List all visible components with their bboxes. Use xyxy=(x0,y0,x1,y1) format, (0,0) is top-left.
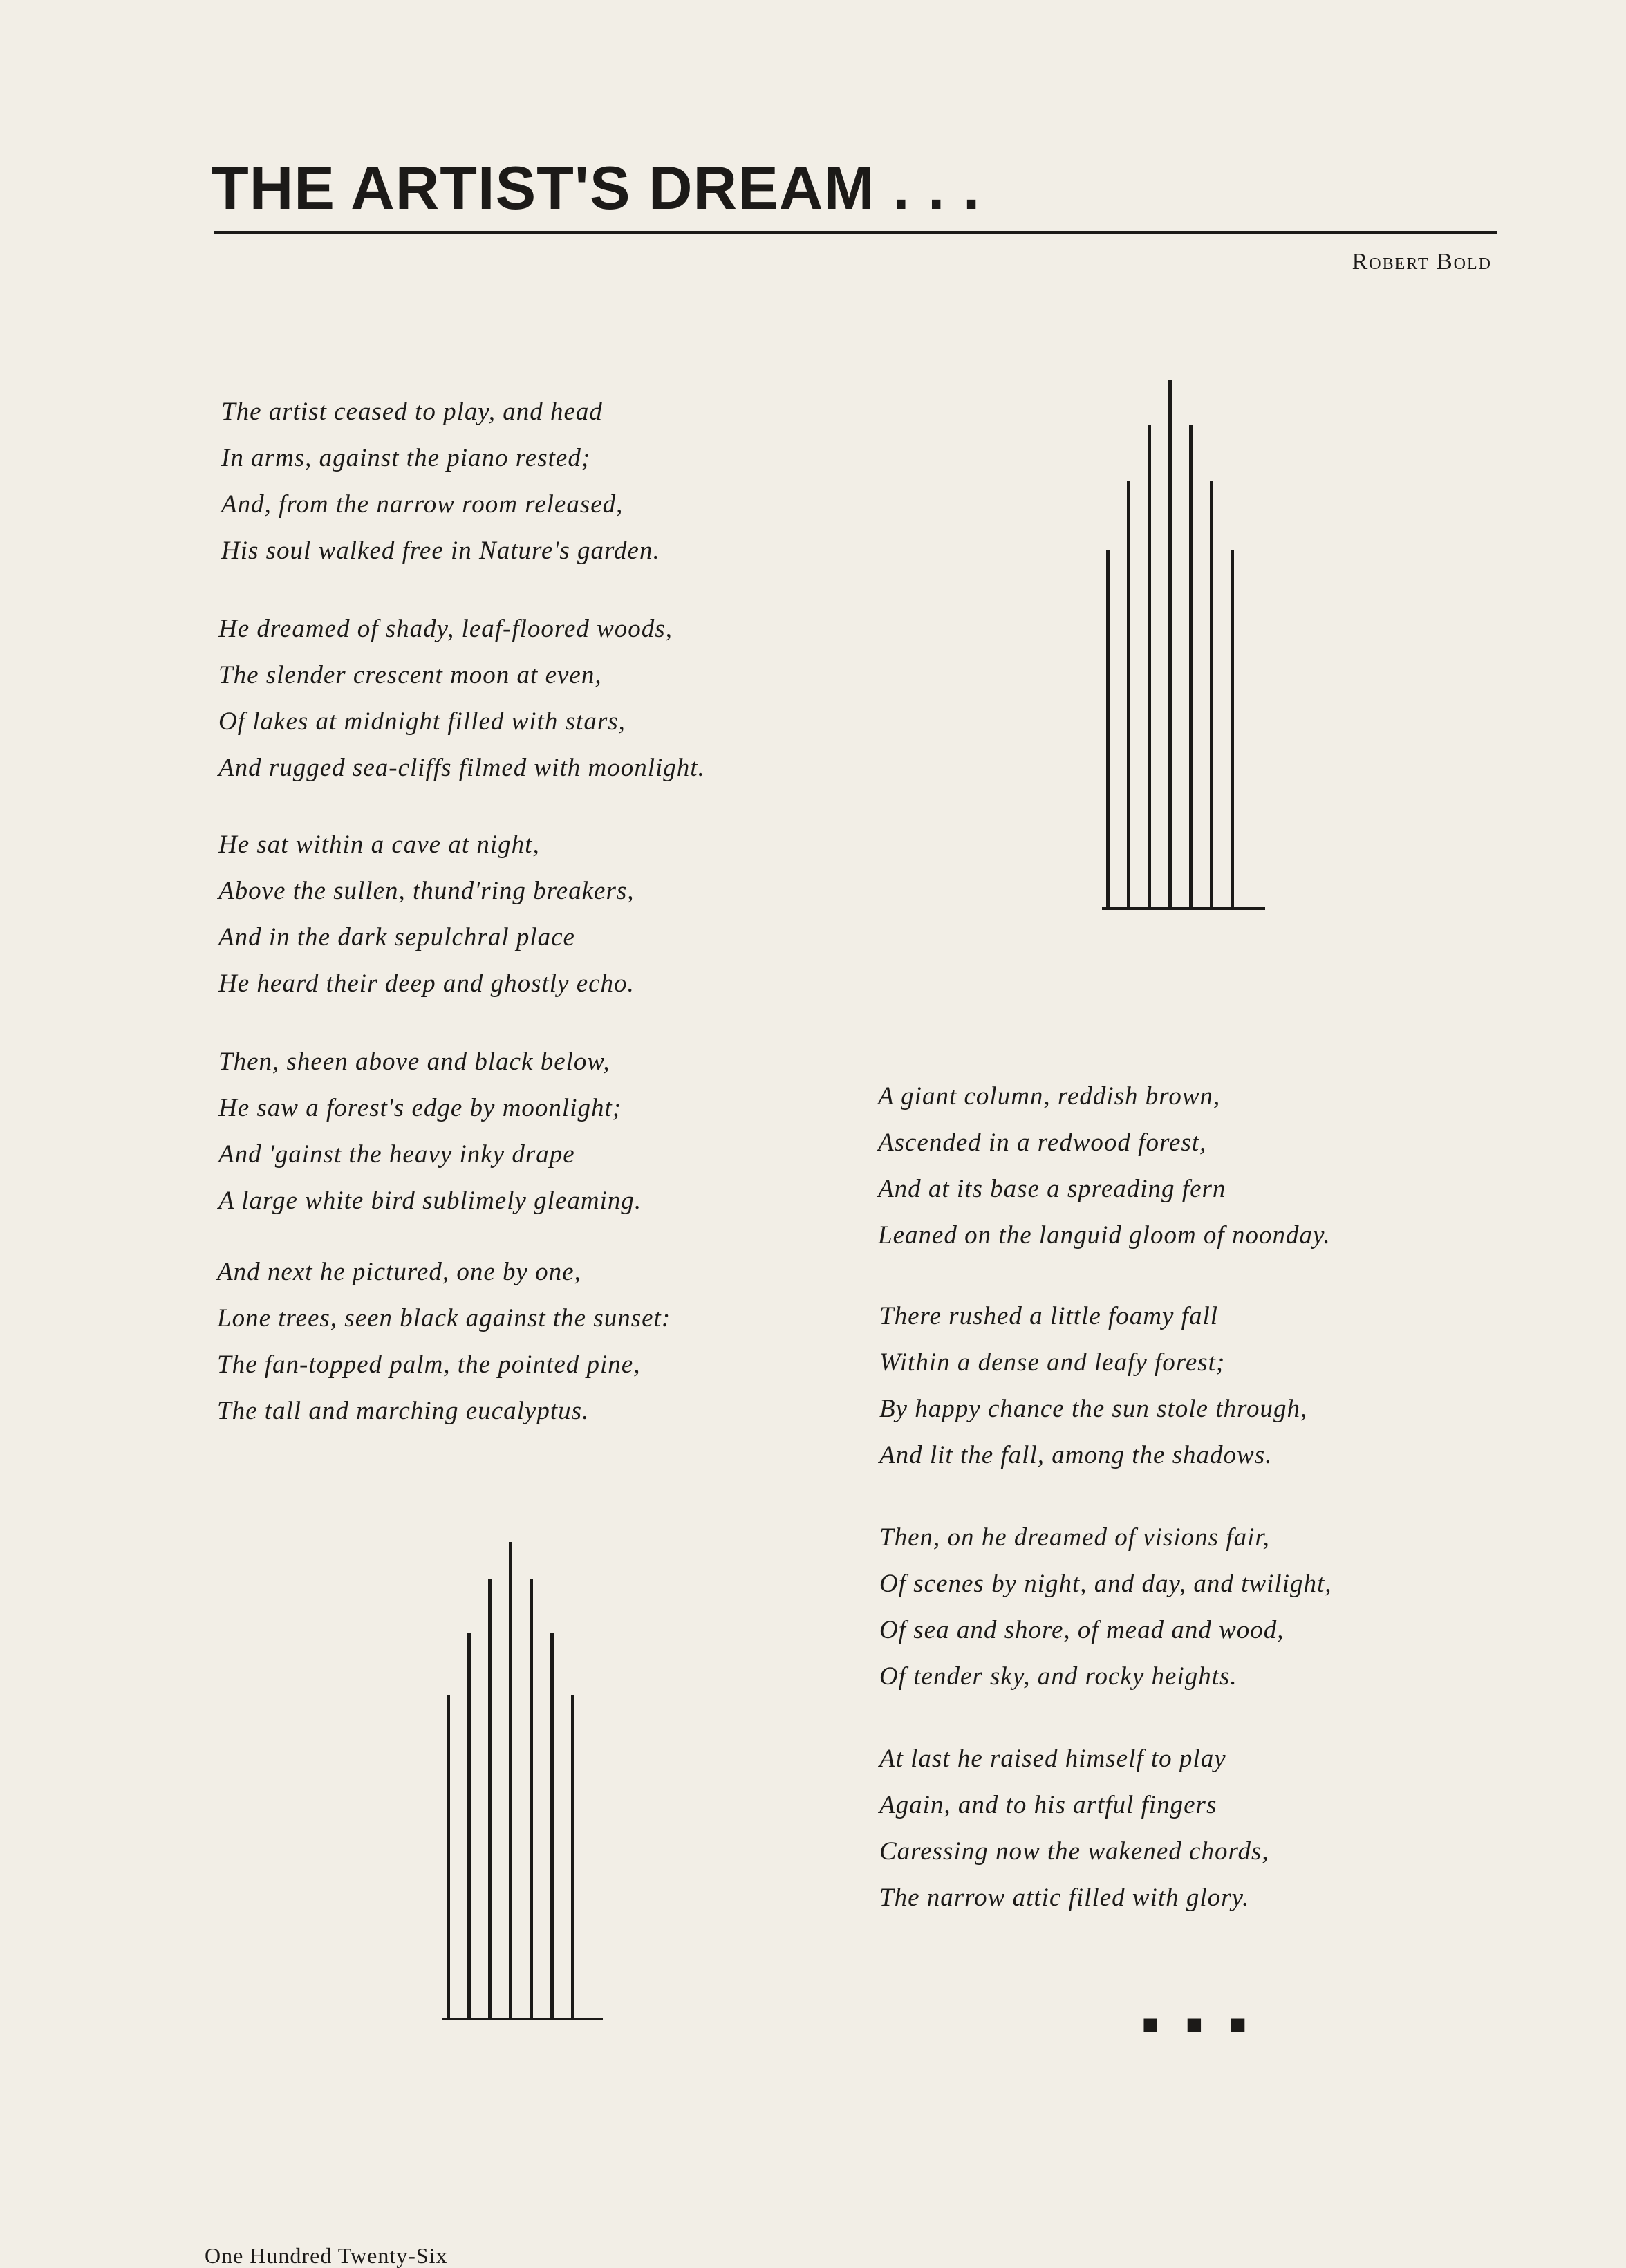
page-folio: One Hundred Twenty-Six xyxy=(205,2243,448,2268)
pipe-bar xyxy=(447,1695,450,2020)
verse-line: By happy chance the sun stole through, xyxy=(879,1395,1308,1423)
verse-line: The narrow attic filled with glory. xyxy=(879,1884,1250,1912)
verse-line: Of lakes at midnight filled with stars, xyxy=(218,707,626,736)
stanza-left-4 xyxy=(218,1039,642,1224)
verse-line: Ascended in a redwood forest, xyxy=(878,1128,1207,1157)
pipe-bar xyxy=(550,1633,554,2020)
pipe-bar xyxy=(1231,550,1234,910)
stanza-left-1 xyxy=(221,389,660,574)
pipe-bar xyxy=(1106,550,1110,910)
stanza-right-1 xyxy=(878,1073,1331,1258)
pipe-bar xyxy=(467,1633,471,2020)
verse-line: And, from the narrow room released, xyxy=(221,490,624,519)
verse-line: The artist ceased to play, and head xyxy=(221,398,603,426)
stanza-left-2 xyxy=(218,606,705,791)
verse-line: He sat within a cave at night, xyxy=(218,830,540,859)
verse-line: Of sea and shore, of mead and wood, xyxy=(879,1616,1284,1644)
verse-line: Then, sheen above and black below, xyxy=(218,1048,610,1076)
pipe-bar xyxy=(1148,425,1151,910)
pipe-base xyxy=(1102,907,1265,910)
pipe-bar xyxy=(488,1579,492,2020)
verse-line: Leaned on the languid gloom of noonday. xyxy=(878,1221,1331,1249)
verse-line: And lit the fall, among the shadows. xyxy=(879,1441,1273,1469)
pipe-bar xyxy=(1127,481,1130,910)
verse-line: Then, on he dreamed of visions fair, xyxy=(879,1523,1270,1552)
pipe-bar xyxy=(1189,425,1193,910)
verse-line: He dreamed of shady, leaf-floored woods, xyxy=(218,615,673,643)
verse-line: At last he raised himself to play xyxy=(879,1745,1226,1773)
verse-line: Of scenes by night, and day, and twilight, xyxy=(879,1570,1332,1598)
stanza-right-4 xyxy=(879,1736,1269,1921)
verse-line: Within a dense and leafy forest; xyxy=(879,1348,1226,1377)
verse-line: The slender crescent moon at even, xyxy=(218,661,602,689)
verse-line: Above the sullen, thund'ring breakers, xyxy=(218,877,635,905)
verse-line: And rugged sea-cliffs filmed with moonlight. xyxy=(218,754,705,782)
verse-line: He heard their deep and ghostly echo. xyxy=(218,969,635,998)
pipe-bar xyxy=(1210,481,1213,910)
title-rule xyxy=(214,231,1497,234)
poem-author: Robert Bold xyxy=(1352,249,1492,275)
verse-line: And 'gainst the heavy inky drape xyxy=(218,1140,575,1169)
verse-line: He saw a forest's edge by moonlight; xyxy=(218,1094,622,1122)
verse-line: Lone trees, seen black against the sunset: xyxy=(217,1304,671,1332)
verse-line: And in the dark sepulchral place xyxy=(218,923,575,951)
verse-line: The tall and marching eucalyptus. xyxy=(217,1397,590,1425)
pipe-base xyxy=(442,2018,603,2020)
end-mark: ■ ■ ■ xyxy=(1142,2009,1256,2040)
poem-title: THE ARTIST'S DREAM . . . xyxy=(212,154,981,222)
organ-pipes-decoration-bottom xyxy=(442,1541,603,2020)
stanza-left-3 xyxy=(218,821,635,1007)
verse-line: And at its base a spreading fern xyxy=(878,1175,1226,1203)
verse-line: There rushed a little foamy fall xyxy=(879,1302,1219,1330)
verse-line: The fan-topped palm, the pointed pine, xyxy=(217,1350,641,1379)
verse-line: Of tender sky, and rocky heights. xyxy=(879,1662,1237,1691)
verse-line: Caressing now the wakened chords, xyxy=(879,1837,1269,1866)
verse-line: In arms, against the piano rested; xyxy=(221,444,591,472)
verse-line: A large white bird sublimely gleaming. xyxy=(218,1187,642,1215)
pipe-bar xyxy=(530,1579,533,2020)
stanza-right-3 xyxy=(879,1514,1332,1700)
pipe-bar xyxy=(509,1542,512,2020)
pipe-bar xyxy=(1168,380,1172,910)
verse-line: Again, and to his artful fingers xyxy=(879,1791,1217,1819)
stanza-right-2 xyxy=(879,1293,1307,1478)
verse-line: A giant column, reddish brown, xyxy=(878,1082,1221,1110)
stanza-left-5 xyxy=(217,1249,671,1434)
verse-line: And next he pictured, one by one, xyxy=(217,1258,581,1286)
pipe-bar xyxy=(571,1695,574,2020)
verse-line: His soul walked free in Nature's garden. xyxy=(221,537,660,565)
organ-pipes-decoration-top xyxy=(1102,379,1265,910)
